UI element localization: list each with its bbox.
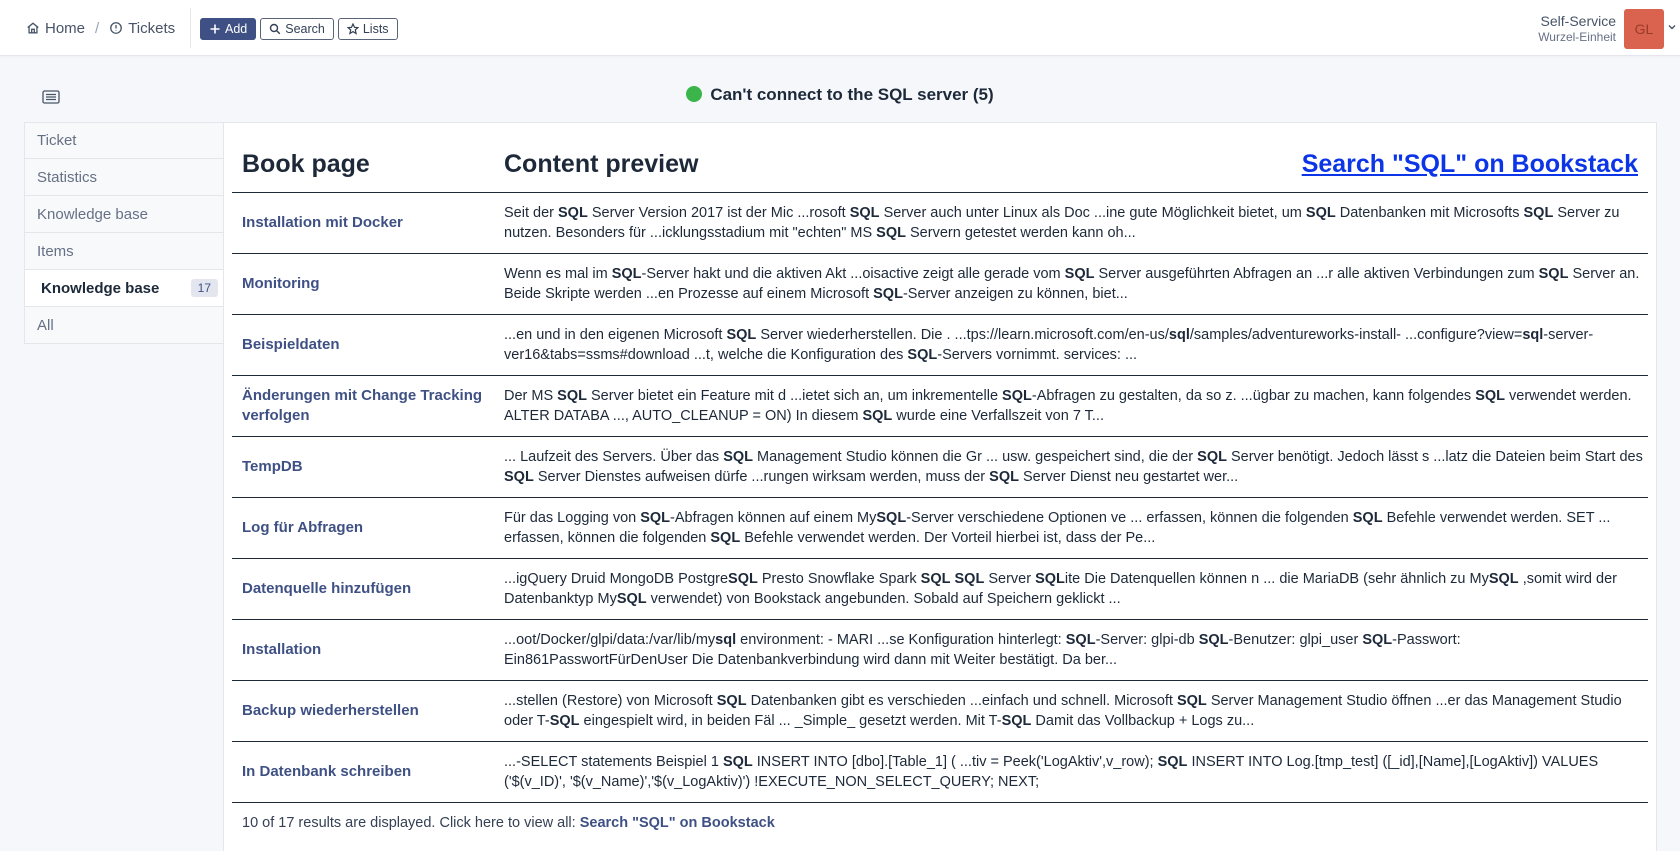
content-preview: Der MS SQL Server bietet ein Feature mit d ...ietet sich an, um inkrementelle SQL-Abfragen zu gestalten, da so z. ...ügbar zu machen, kann folgendes SQL verwendet werden. ALTER DATABA ..., AUTO_CLEANUP = ON) In diesem SQL wurde eine Verfallszeit von 7 T... [504,388,1632,424]
status-dot-icon [686,86,702,102]
avatar[interactable]: GL [1624,9,1664,49]
content-preview: Für das Logging von SQL-Abfragen können auf einem MySQL-Server verschiedene Optionen ve ... erfassen, können die folgenden SQL Befehle verwendet werden. SET ... erfassen, können die folgenden SQL Befehle verwendet werden. Der Vorteil hierbei ist, dass der Pe... [504,510,1611,546]
breadcrumb-tickets[interactable] [109,20,175,37]
sidebar-item-label: Statistics [37,168,98,186]
book-page-link[interactable]: Installation [242,641,322,658]
column-book-page: Book page [242,150,370,178]
content-preview: ...oot/Docker/glpi/data:/var/lib/mysql environment: - MARI ...se Konfiguration hinterlegt: SQL-Server: glpi-db SQL-Benutzer: glpi_user SQL-Passwort: Ein861PasswortFürDenUser Die Datenbankverbindung wird dann mit Weiter bestätigt. Da ber... [504,632,1461,668]
book-page-link[interactable]: Änderungen mit Change Tracking verfolgen [242,387,483,424]
alert-circle-icon [109,21,123,35]
results-table [232,133,1648,843]
content-preview: ...igQuery Druid MongoDB PostgreSQL Presto Snowflake Spark SQL SQL Server SQLite Die Datenquellen können n ... die MariaDB (sehr ähnlich zu MySQL ,somit wird der Datenbanktyp MySQL verwendet) von Bookstack angebunden. Sobald auf Speichern geklickt ... [504,571,1617,607]
table-row [232,376,1648,437]
user-profile: Self-Service [1540,13,1616,29]
home-icon [26,21,40,35]
book-page-link[interactable]: Installation mit Docker [242,214,403,231]
main-panel [223,122,1657,851]
book-page-link[interactable]: TempDB [242,458,303,475]
breadcrumb-home-label: Home [45,19,86,37]
book-page-link[interactable]: Datenquelle hinzufügen [242,580,412,597]
sidebar-item-bookstack-kb[interactable] [24,270,224,307]
search-button[interactable] [260,18,334,40]
user-menu[interactable] [1538,13,1616,45]
table-row [232,681,1648,742]
add-button[interactable] [200,18,256,40]
results-body [232,193,1648,803]
breadcrumb-tickets-label: Tickets [128,19,176,37]
table-row [232,620,1648,681]
sidebar-item-label: All [37,316,54,334]
view-all-link[interactable]: Search "SQL" on Bookstack [579,815,775,831]
book-page-link[interactable]: Log für Abfragen [242,519,364,536]
breadcrumb-separator: / [95,19,100,37]
sidebar-item-all[interactable] [24,307,224,344]
top-header [0,0,1680,56]
table-row [232,437,1648,498]
lists-button[interactable] [338,18,398,40]
breadcrumb-home[interactable] [26,20,85,37]
content-preview: ...en und in den eigenen Microsoft SQL Server wiederherstellen. Die . ...tps://learn.microsoft.com/en-us/sql/samples/adventureworks-install- ...configure?view=sql-server-ver16&tabs=ssms#download ...t, welche die Konfiguration des SQL-Servers vornimmt. services: ... [504,327,1594,363]
sidebar-item-ticket[interactable] [24,122,224,159]
column-content-preview: Content preview [504,150,699,178]
header-actions [200,18,398,40]
results-footer [232,803,1648,843]
star-icon [347,23,359,35]
content-preview: ...-SELECT statements Beispiel 1 SQL INSERT INTO [dbo].[Table_1] ( ...tiv = Peek('LogAktiv',v_row); SQL INSERT INTO Log.[tmp_test] ([_id],[Name],[LogAktiv]) VALUES ('$(v_ID)', '$(v_Name)','$(v_LogAktiv)') !EXECUTE_NON_SELECT_QUERY; NEXT; [504,754,1599,790]
book-page-link[interactable]: In Datenbank schreiben [242,763,412,780]
page-title-text: Can't connect to the SQL server (5) [710,85,994,104]
sidebar-item-label: Knowledge base [41,279,160,297]
table-row [232,254,1648,315]
sidebar-item-label: Ticket [37,132,77,149]
book-page-link[interactable]: Beispieldaten [242,336,340,353]
content-preview: Wenn es mal im SQL-Server hakt und die aktiven Akt ...oisactive zeigt alle gerade vom SQL Server ausgeführten Abfragen an ...r alle aktiven Verbindungen zum SQL Server an. Beide Skripte werden ...en Prozesse auf einem Microsoft SQL-Server anzeigen zu können, biet... [504,266,1640,302]
book-page-link[interactable]: Backup wiederherstellen [242,702,419,719]
count-badge: 17 [191,279,218,297]
book-page-link[interactable]: Monitoring [242,275,320,292]
table-row [232,193,1648,254]
page-title-bar [0,82,1680,110]
search-bookstack-link[interactable]: Search "SQL" on Bookstack [1301,150,1638,178]
add-button-label: Add [225,22,248,36]
table-row [232,498,1648,559]
sidebar-item-label: Items [37,242,74,260]
results-count-text: 10 of 17 results are displayed. Click here to view all: [242,815,580,831]
breadcrumb [26,0,175,56]
plus-icon [209,23,221,35]
page-title [0,85,1680,105]
sidebar-item-label: Knowledge base [37,205,148,223]
sidebar-item-knowledge-base[interactable] [24,196,224,233]
table-row [232,315,1648,376]
lists-button-label: Lists [362,22,389,36]
sidebar-item-items[interactable] [24,233,224,270]
table-row [232,742,1648,803]
sidebar-item-statistics[interactable] [24,159,224,196]
sidebar [24,122,224,344]
content-preview: ... Laufzeit des Servers. Über das SQL Management Studio können die Gr ... usw. gespeichert sind, die der SQL Server benötigt. Jedoch lässt s ...latz die Dateien beim Start des SQL Server Dienstes aufweisen dürfe ...rungen wirksam werden, muss der SQL Server Dienst neu gestartet wer... [504,449,1643,485]
results-header [232,133,1648,193]
content-preview: ...stellen (Restore) von Microsoft SQL Datenbanken gibt es verschieden ...einfach und schnell. Microsoft SQL Server Management Studio öffnen ...er das Management Studio oder T-SQL eingespielt wird, in beiden Fäl ... _Simple_ gesetzt werden. Mit T-SQL Damit das Vollbackup + Logs zu... [504,693,1622,729]
user-entity: Wurzel-Einheit [1538,30,1616,44]
search-button-label: Search [285,22,325,36]
header-divider [190,8,191,48]
table-row [232,559,1648,620]
chevron-down-icon[interactable] [1667,22,1677,32]
search-icon [269,23,281,35]
content-preview: Seit der SQL Server Version 2017 ist der Mic ...rosoft SQL Server auch unter Linux als Doc ...ine gute Möglichkeit bietet, um SQL Datenbanken mit Microsofts SQL Server zu nutzen. Besonders für ...icklungsstadium mit "echten" MS SQL Servern getestet werden kann oh... [504,205,1620,241]
